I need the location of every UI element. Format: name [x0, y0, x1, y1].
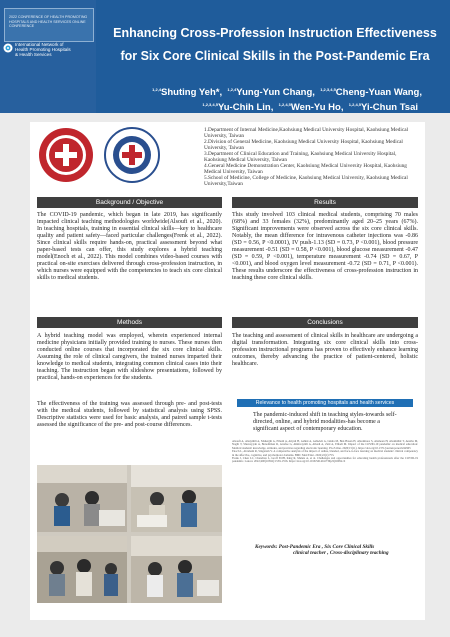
poster-header	[0, 0, 450, 113]
reference-item: Frenk J, Chen LC, Chandran L, Groff EOH, King R, Meleis A, et al. Challenges and opportunities for educating health professionals after the COVID-19 pandemic. Lancet. 2022;400(10362):1539-1556. https://doi.org/10.1016/S0140-6736(22)02092-X	[232, 456, 418, 464]
references-list	[232, 440, 418, 464]
results-text: This study involved 103 clinical medical students, comprising 70 males (68%) and 33 females (32%), predominantly aged 20–25 years (67%). Significant improvements were observed across the six core clinical skills. Notably, the mean difference for intravenous catheter injections was -0.86 (SD = 0.56, P <0.0001), IV push-1.13 (SD = 0.73, P <0.001), blood pressure measurement -0.51 (SD = 0.58, P <0.001), blood glucose measurement -0.47 (SD = 0.59, P <0.001), temperature measurement -0.74 (SD = 0.67, P <0.001), and blood oxygen level measurement -0.72 (SD = 0.71, P <0.001). These results underscore the effectiveness of cross-profession instruction in teaching these core clinical skills.	[232, 212, 418, 281]
title-line-2: for Six Core Clinical Skills in the Post-Pandemic Era	[120, 49, 430, 63]
training-photos	[37, 465, 222, 603]
author-name: Yu-Chih Lin,	[217, 102, 274, 114]
affiliations-list	[204, 127, 419, 187]
authors	[150, 84, 450, 114]
author-affiliation-sup: 1,2,3,4,5	[320, 87, 336, 92]
author-affiliation-sup: 1,2,4	[152, 87, 162, 92]
author-affiliation-sup: 1,2,3,4,5	[202, 102, 218, 108]
affiliation-item: 4.General Medicine Demonstration Center, Kaohsiung Medical University Hospital, Kaohsiung Medical University, Taiwan	[204, 163, 407, 175]
affiliation-item: 3.Department of Clinical Education and Training, Kaohsiung Medical University Hospital, Kaohsiung Medical University, Taiwan	[204, 151, 397, 163]
poster-body-card	[30, 122, 425, 620]
author-name: Shuting Yeh*,	[161, 87, 223, 99]
relevance-text: The pandemic-induced shift in teaching styles-towards self-directed, online, and hybrid modalities-has become a significant aspect of contemporary education.	[253, 412, 397, 432]
conference-sidebar	[0, 0, 96, 113]
author-affiliation-sup: 1,2,4,5	[348, 102, 361, 108]
title-line-1: Enhancing Cross-Profession Instruction Effectiveness	[113, 26, 437, 40]
author-name: Yung-Yun Chang,	[236, 87, 315, 99]
affiliation-item: 5.School of Medicine, College of Medicine, Kaohsiung Medical University, Kaohsiung Medical University,Taiwan	[204, 175, 408, 187]
network-line: International Network of	[15, 42, 64, 47]
author-affiliation-sup: 1,2,4,5	[278, 102, 291, 108]
methods-text-2: The effectiveness of the training was assessed through pre- and post-tests with the medical students, followed by statistical analysis using SPSS. Descriptive statistics were used for basic analysis, and paired sample t-tests assessed the significance of the pre- and post-course differences.	[37, 401, 222, 428]
results-header: Results	[232, 197, 418, 208]
conference-line: 2022 CONFERENCE OF HEALTH PROMOTING	[9, 15, 88, 19]
methods-header: Methods	[37, 317, 222, 328]
conference-line: CONFERENCE	[9, 24, 35, 28]
hospital-seal-logo	[39, 128, 93, 182]
conclusions-header: Conclusions	[232, 317, 418, 328]
author-affiliation-sup: 1,2,4	[227, 87, 237, 92]
background-header: Background / Objective	[37, 197, 222, 208]
university-seal-logo	[105, 128, 159, 182]
keywords-line-2: clinical teacher , Cross-disciplinary teaching	[293, 550, 389, 557]
poster-title	[100, 22, 450, 68]
relevance-banner: Relevance to health promoting hospitals and health services	[237, 399, 413, 407]
reference-item: Enoch L, Abraham R, Singaram V. A comparative analysis of the impact of online, blended, and face-to-face learning on medical students' clinical competency in the affective, cognitive, and psychomotor domains. BMC Med Educ. 2022;22(1):753.	[232, 449, 418, 457]
authors-line-1	[150, 84, 450, 99]
network-name	[15, 42, 71, 58]
training-photo	[131, 465, 222, 532]
network-line: & Health Services	[15, 52, 52, 58]
conference-line: HOSPITALS AND HEALTH SERVICES ONLINE	[9, 19, 86, 24]
keywords	[255, 544, 420, 556]
affiliation-item: 2.Division of General Medicine, Kaohsiung Medical University Hospital, Kaohsiung Medical University, Taiwan	[204, 139, 403, 151]
network-line: Health Promoting Hospitals	[15, 47, 71, 53]
affiliation-item: 1.Department of Internal Medicine,Kaohsiung Medical University Hospital, Kaohsiung Medical University, Taiwan	[204, 127, 409, 139]
background-text: The COVID-19 pandemic, which began in late 2019, has significantly impacted clinical teaching methodologies worldwide(Alsoufi et al., 2020). In teaching hospitals, training in essential clinical skills—key to healthcare quality and patient safety—faced particular challenges(Frenk et al., 2022). Since clinical skills require hands-on, practical assessment beyond what paper-based tests can offer, this study explores a hybrid teaching model(Enoch et al., 2022). This model combines video-based courses with practical on-site exercises delivered through cross-profession instruction, in which nurses were equipped with the competencies to teach six core clinical skills to medical students.	[37, 212, 222, 281]
training-photo	[131, 536, 222, 603]
conclusions-text: The teaching and assessment of clinical skills in healthcare are undergoing a digital transformation. Integrating six core clinical skills into cross-profession instructional programs has proven to effectively enhance learning outcomes, thereby advancing the practice of patient-centered, holistic healthcare.	[232, 333, 418, 367]
author-name: Wen-Yu Ho,	[290, 102, 344, 114]
methods-text: A hybrid teaching model was employed, wherein experienced internal medicine physicians initially provided training to nurses. These nurses then conducted online courses that incorporated the six core clinical skills. Assuming the role of clinical caregivers, the trained nurses imparted their knowledge to medical students, integrating common clinical cases into their teaching. The instruction began with slideshow presentations, followed by practical, hands-on experiences for the students.	[37, 333, 222, 381]
author-name: Yi-Chun Tsai	[361, 102, 418, 114]
university-logos	[37, 126, 192, 184]
network-logo-icon	[3, 43, 13, 53]
authors-line-2	[150, 99, 450, 114]
author-name: Cheng-Yuan Wang,	[335, 87, 422, 99]
reference-item: Alsoufi A, Alsuyihili A, Msherghi A, Elhadi A, Atiyah H, Ashini A, Ashwieb A, Ghula M, Ben Hasan H, Abudabuos S, Alameen H, Abokhdhir T, Anaiba M, Nagib T, Shuwayyah A, Benothman R, Arrefae G, Alkhwayildi A, Alhadi A, Zaid A, Elhadi M. Impact of the COVID-19 pandemic on medical education: Medical students' knowledge, attitudes, and practices regarding electronic learning. PLoS One. 2020;15(11). https://doi.org/10.1371/journal.pone.0242905	[232, 439, 418, 450]
conference-box	[4, 8, 94, 42]
training-photo	[37, 536, 127, 603]
training-photo	[37, 465, 127, 532]
keywords-line-1: Keywords: Post-Pandemic Era , Six Core Clinical Skills	[255, 544, 375, 550]
